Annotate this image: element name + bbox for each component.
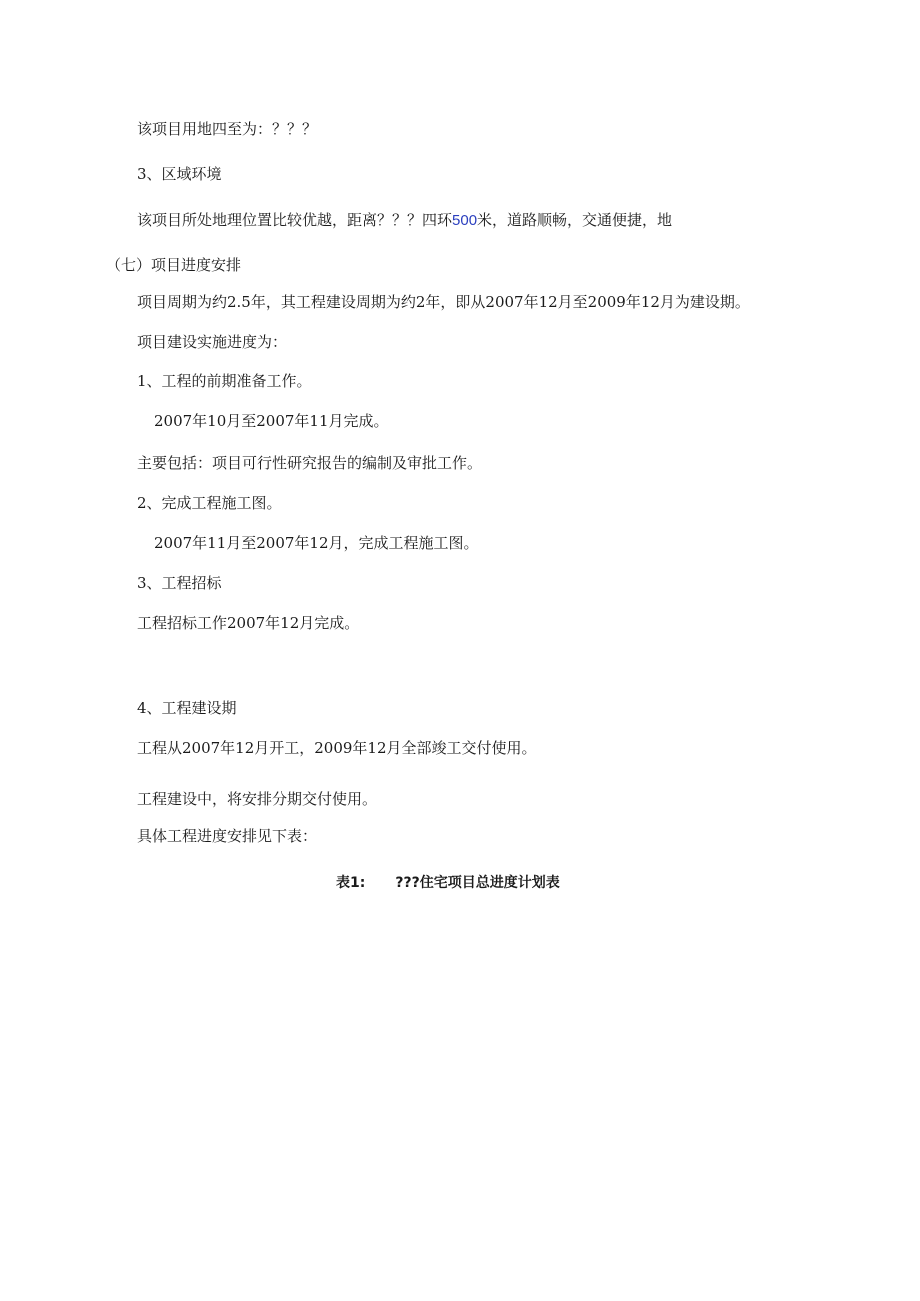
table-caption-label: 表1: xyxy=(336,875,366,891)
heading-regional-environment: 3、区域环境 xyxy=(137,165,222,183)
location-text-before: 该项目所处地理位置比较优越，距离？？？四环 xyxy=(137,211,453,229)
table-caption-title: ???住宅项目总进度计划表 xyxy=(395,875,560,891)
heading-preliminary-work: 1、工程的前期准备工作。 xyxy=(137,372,312,390)
table-caption xyxy=(336,873,560,893)
paragraph-location xyxy=(137,210,672,231)
paragraph-bidding-dates: 工程招标工作2007年12月完成。 xyxy=(137,614,360,632)
paragraph-preliminary-scope: 主要包括：项目可行性研究报告的编制及审批工作。 xyxy=(137,454,483,472)
heading-construction-period: 4、工程建设期 xyxy=(137,699,237,717)
distance-value: 500 xyxy=(452,212,478,229)
paragraph-drawings-dates: 2007年11月至2007年12月，完成工程施工图。 xyxy=(154,534,479,552)
paragraph-table-reference: 具体工程进度安排见下表： xyxy=(137,827,318,845)
paragraph-preliminary-dates: 2007年10月至2007年11月完成。 xyxy=(154,412,389,430)
paragraph-site-boundaries: 该项目用地四至为：？？？ xyxy=(137,120,318,138)
heading-bidding: 3、工程招标 xyxy=(137,574,222,592)
section-heading-schedule: （七）项目进度安排 xyxy=(106,256,242,274)
paragraph-implementation-intro: 项目建设实施进度为： xyxy=(137,333,288,351)
paragraph-phased-delivery: 工程建设中，将安排分期交付使用。 xyxy=(137,790,378,808)
paragraph-construction-dates: 工程从2007年12月开工，2009年12月全部竣工交付使用。 xyxy=(137,739,537,757)
location-text-after: 米，道路顺畅，交通便捷，地 xyxy=(477,211,673,229)
paragraph-project-period: 项目周期为约2.5年，其工程建设周期为约2年，即从2007年12月至2009年12月为建设期。 xyxy=(137,293,750,311)
heading-construction-drawings: 2、完成工程施工图。 xyxy=(137,494,282,512)
